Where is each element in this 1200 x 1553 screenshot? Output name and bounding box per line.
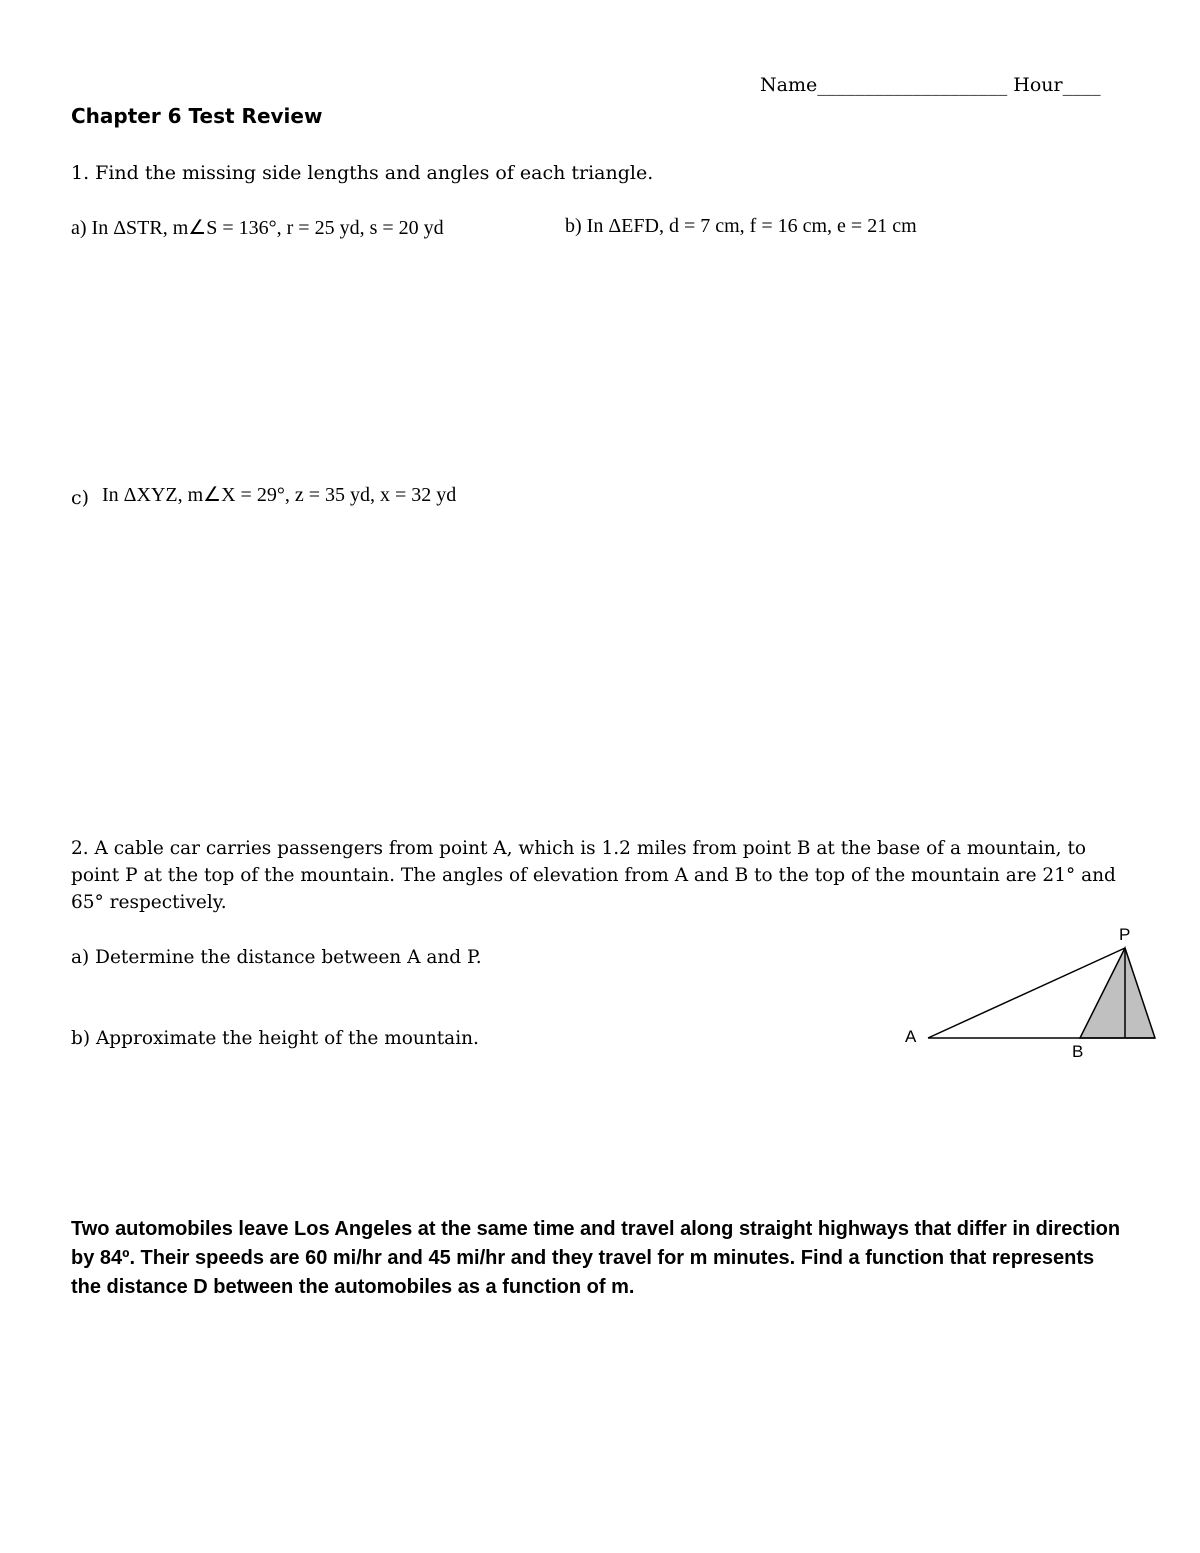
q1-prompt: 1. Find the missing side lengths and angles of each triangle. <box>71 162 654 184</box>
point-b-label: B <box>1072 1042 1084 1061</box>
cable-car-diagram <box>900 920 1170 1070</box>
hour-blank[interactable]: ____ <box>1062 74 1101 96</box>
name-blank[interactable]: ____________________ <box>817 74 1008 96</box>
q1-part-c-label: c) <box>71 487 90 509</box>
q2-part-a: a) Determine the distance between A and P. <box>71 947 482 968</box>
q2-part-b: b) Approximate the height of the mountain. <box>71 1028 479 1049</box>
name-label: Name <box>760 74 818 96</box>
mountain-shape <box>1080 948 1155 1038</box>
q3-line-3: the distance D between the automobiles as a function of m. <box>71 1276 635 1298</box>
q1-part-b: b) In ΔEFD, d = 7 cm, f = 16 cm, e = 21 cm <box>565 215 917 237</box>
q1-part-c: In ΔXYZ, m∠X = 29°, z = 35 yd, x = 32 yd <box>102 484 457 506</box>
q1-part-a: a) In ΔSTR, m∠S = 136°, r = 25 yd, s = 20 yd <box>71 217 444 239</box>
point-p-label: P <box>1119 925 1131 944</box>
q2-line-2: point P at the top of the mountain. The angles of elevation from A and B to the top of the mountain are 21° and <box>71 865 1116 886</box>
q2-line-1: 2. A cable car carries passengers from point A, which is 1.2 miles from point B at the base of a mountain, to <box>71 838 1087 859</box>
q3-line-1: Two automobiles leave Los Angeles at the same time and travel along straight highways that differ in direction <box>71 1218 1121 1240</box>
q3-line-2: by 84º. Their speeds are 60 mi/hr and 45 mi/hr and they travel for m minutes. Find a function that represents <box>71 1247 1095 1269</box>
page-title: Chapter 6 Test Review <box>71 104 323 128</box>
q2-line-3: 65° respectively. <box>71 892 227 913</box>
point-a-label: A <box>905 1027 917 1046</box>
name-hour-line <box>760 74 1101 96</box>
hour-label: Hour <box>1013 74 1063 96</box>
